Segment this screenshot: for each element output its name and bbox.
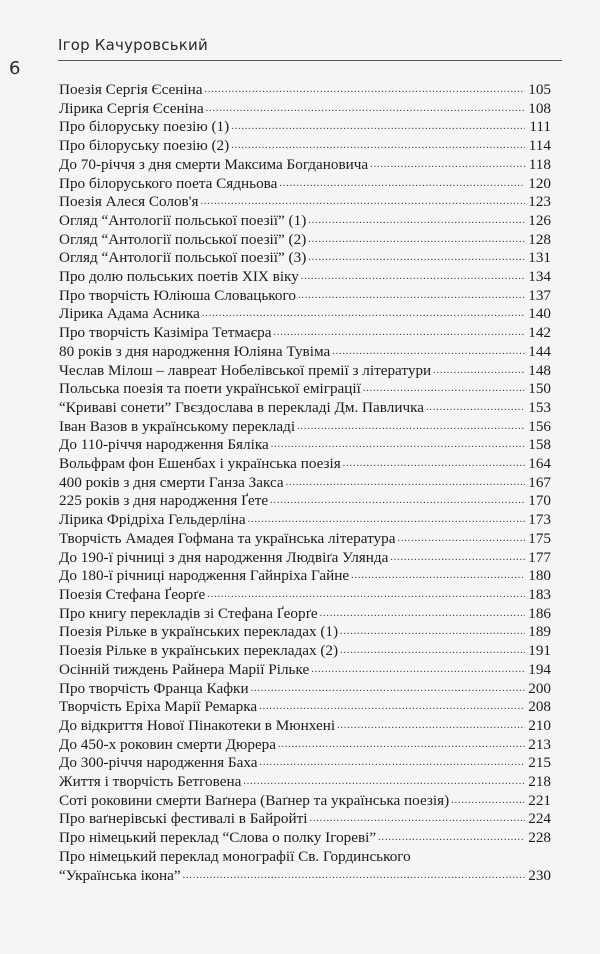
toc-entry-title: Чеслав Мілош – лавреат Нобелівської премії з літератури	[59, 361, 432, 379]
toc-entry-page: 191	[528, 642, 551, 660]
dot-leader	[351, 567, 525, 586]
toc-entry-title: “Криваві сонети” Гвєздослава в перекладі Дм. Павличка	[59, 398, 424, 416]
toc-entry-title: Про ваґнерівські фестивалі в Байройті	[59, 810, 308, 828]
toc-entry-page: 230	[528, 866, 551, 884]
dot-leader	[332, 343, 525, 362]
toc-entry-page: 213	[528, 735, 551, 753]
toc-entry-title: До відкриття Нової Пінакотеки в Мюнхені	[59, 716, 336, 734]
page-number: 6	[9, 58, 21, 79]
dot-leader	[206, 100, 525, 119]
toc-entry-title: Поезія Алеся Солов'я	[59, 193, 199, 211]
toc-entry-page: 183	[528, 585, 551, 603]
dot-leader	[308, 249, 525, 268]
toc-entry-title: Про білоруського поета Сядньова	[59, 174, 278, 192]
toc-entry-title: Про книгу перекладів зі Стефана Ґеорґе	[59, 604, 318, 622]
toc-entry-title: До 110-річчя народження Бяліка	[59, 436, 269, 454]
toc-entry[interactable]	[59, 567, 551, 586]
toc-entry-page: 142	[528, 324, 551, 342]
toc-entry-page: 158	[528, 436, 551, 454]
dot-leader	[309, 810, 525, 829]
dot-leader	[308, 231, 525, 250]
dot-leader	[451, 792, 525, 811]
toc-entry-title: 400 років з дня смерти Ганза Закса	[59, 473, 284, 491]
toc-entry[interactable]	[59, 455, 551, 474]
dot-leader	[426, 399, 525, 418]
toc-entry[interactable]	[59, 343, 551, 362]
dot-leader	[308, 212, 525, 231]
toc-entry-page: 108	[528, 99, 551, 117]
toc-entry-title: Вольфрам фон Ешенбах і українська поезія	[59, 455, 341, 473]
toc-entry-page: 164	[528, 455, 551, 473]
toc-entry-page: 111	[529, 118, 551, 136]
toc-entry[interactable]	[59, 305, 551, 324]
dot-leader	[378, 829, 525, 848]
toc-entry[interactable]	[59, 268, 551, 287]
dot-leader	[301, 268, 525, 287]
toc-entry[interactable]	[59, 100, 551, 119]
dot-leader	[433, 362, 525, 381]
toc-entry-page: 120	[528, 174, 551, 192]
toc-entry-title: Про білоруську поезію (2)	[59, 137, 230, 155]
toc-entry-title: 225 років з дня народження Ґете	[59, 492, 269, 510]
toc-entry[interactable]	[59, 156, 551, 175]
toc-entry-title: Лірика Фрідріха Гельдерліна	[59, 511, 246, 529]
dot-leader	[397, 530, 525, 549]
toc-entry[interactable]	[59, 530, 551, 549]
dot-leader	[200, 193, 525, 212]
toc-entry[interactable]	[59, 605, 551, 624]
dot-leader	[259, 754, 525, 773]
toc-entry[interactable]	[59, 418, 551, 437]
toc-entry-title: Лірика Адама Асника	[59, 305, 200, 323]
toc-entry-title: Огляд “Антології польської поезії” (1)	[59, 211, 307, 229]
dot-leader	[343, 455, 525, 474]
toc-entry-title: Лірика Сергія Єсеніна	[59, 99, 204, 117]
toc-entry-page: 134	[528, 268, 551, 286]
toc-entry-title: Про творчість Казіміра Тетмаєра	[59, 324, 272, 342]
toc-entry[interactable]	[59, 492, 551, 511]
toc-entry-title: Соті роковини смерти Ваґнера (Ваґнер та українська поезія)	[59, 791, 450, 809]
dot-leader	[231, 137, 525, 156]
toc-entry[interactable]	[59, 175, 551, 194]
toc-entry-page: 186	[528, 604, 551, 622]
toc-entry[interactable]	[59, 773, 551, 792]
toc-entry-title: Поезія Рільке в українських перекладах (1)	[59, 623, 339, 641]
dot-leader	[311, 661, 525, 680]
toc-entry-title: До 70-річчя з дня смерти Максима Богдановича	[59, 155, 369, 173]
dot-leader	[270, 492, 525, 511]
toc-entry-title: До 190-ї річниці з дня народження Людвіґа Улянда	[59, 548, 389, 566]
toc-entry-page: 221	[528, 791, 551, 809]
toc-entry[interactable]	[59, 212, 551, 231]
toc-entry[interactable]	[59, 717, 551, 736]
toc-entry-page: 144	[528, 342, 551, 360]
toc-entry-page: 131	[528, 249, 551, 267]
dot-leader	[279, 175, 525, 194]
toc-entry-page: 128	[528, 230, 551, 248]
dot-leader	[390, 549, 525, 568]
toc-entry[interactable]	[59, 792, 551, 811]
toc-entry-title: Огляд “Антології польської поезії” (2)	[59, 230, 307, 248]
toc-entry[interactable]	[59, 829, 551, 848]
toc-entry-page: 114	[528, 137, 551, 155]
toc-entry-page: 137	[528, 286, 551, 304]
dot-leader	[370, 156, 525, 175]
toc-entry[interactable]	[59, 661, 551, 680]
toc-entry-title-line2: “Українська ікона”	[59, 866, 181, 884]
toc-entry-page: 150	[528, 380, 551, 398]
toc-entry[interactable]	[59, 287, 551, 306]
toc-entry-page: 173	[528, 511, 551, 529]
toc-entry-page: 170	[528, 492, 551, 510]
toc-entry[interactable]	[59, 474, 551, 493]
toc-entry-page: 215	[528, 754, 551, 772]
dot-leader	[207, 586, 525, 605]
toc-entry-title: Про німецький переклад “Слова о полку Ігореві”	[59, 829, 377, 847]
toc-entry-title: Осінній тиждень Райнера Марії Рільке	[59, 660, 310, 678]
toc-entry-page: 167	[528, 473, 551, 491]
toc-entry-page: 175	[528, 529, 551, 547]
toc-entry[interactable]	[59, 436, 551, 455]
toc-entry[interactable]	[59, 754, 551, 773]
toc-entry-page: 208	[528, 698, 551, 716]
toc-entry[interactable]	[59, 399, 551, 418]
toc-entry-page: 218	[528, 773, 551, 791]
toc-entry-page: 118	[528, 155, 551, 173]
toc-entry-page: 189	[528, 623, 551, 641]
toc-entry-title: Про творчість Юліюша Словацького	[59, 286, 296, 304]
toc-entry[interactable]	[59, 137, 551, 156]
toc-entry-title: Поезія Стефана Ґеорґе	[59, 585, 206, 603]
toc-entry-page: 126	[528, 211, 551, 229]
toc-entry[interactable]	[59, 848, 551, 885]
toc-entry[interactable]	[59, 586, 551, 605]
dot-leader	[271, 436, 525, 455]
toc-entry-title: Творчість Еріха Марії Ремарка	[59, 698, 258, 716]
toc-entry-page: 180	[528, 567, 551, 585]
toc-entry-title: До 300-річчя народження Баха	[59, 754, 258, 772]
toc-entry-title: 80 років з дня народження Юліяна Тувіма	[59, 342, 331, 360]
dot-leader	[340, 623, 525, 642]
dot-leader	[231, 118, 525, 137]
toc-entry-second-line	[59, 867, 551, 886]
dot-leader	[273, 324, 525, 343]
toc-entry[interactable]	[59, 549, 551, 568]
toc-entry[interactable]	[59, 511, 551, 530]
toc-entry-title: Про білоруську поезію (1)	[59, 118, 230, 136]
toc-entry-page: 210	[528, 716, 551, 734]
toc-entry-title: Іван Вазов в українському перекладі	[59, 417, 296, 435]
toc-entry-title-line1: Про німецький переклад монографії Св. Гординського	[59, 847, 411, 865]
toc-entry[interactable]	[59, 118, 551, 137]
toc-entry-page: 200	[528, 679, 551, 697]
toc-entry-title: Творчість Амадея Гофмана та українська література	[59, 529, 396, 547]
dot-leader	[202, 305, 525, 324]
dot-leader	[243, 773, 525, 792]
dot-leader	[248, 511, 525, 530]
toc-entry-page: 123	[528, 193, 551, 211]
toc-entry-title: Поезія Сергія Єсеніна	[59, 81, 203, 98]
dot-leader	[278, 736, 525, 755]
dot-leader	[183, 867, 525, 886]
dot-leader	[297, 418, 525, 437]
dot-leader	[340, 642, 525, 661]
toc-entry[interactable]	[59, 324, 551, 343]
toc-entry[interactable]	[59, 810, 551, 829]
toc-entry-page: 156	[528, 417, 551, 435]
toc-entry[interactable]	[59, 81, 551, 100]
dot-leader	[259, 698, 525, 717]
toc-entry-page: 224	[528, 810, 551, 828]
toc-entry[interactable]	[59, 680, 551, 699]
toc-entry-page: 148	[528, 361, 551, 379]
toc-entry-title: Поезія Рільке в українських перекладах (2)	[59, 642, 339, 660]
toc-entry[interactable]	[59, 698, 551, 717]
toc-entry-page: 140	[528, 305, 551, 323]
toc-entry-title: Про долю польських поетів XIX віку	[59, 268, 299, 286]
header-rule	[58, 60, 562, 61]
toc-entry-title: До 450-х роковин смерти Дюрера	[59, 735, 277, 753]
toc-entry-page: 105	[528, 81, 551, 98]
table-of-contents	[59, 81, 551, 885]
toc-entry-page: 228	[528, 829, 551, 847]
toc-entry-title: Огляд “Антології польської поезії” (3)	[59, 249, 307, 267]
toc-entry[interactable]	[59, 642, 551, 661]
toc-entry-title: Життя і творчість Бетговена	[59, 773, 242, 791]
toc-entry-title: Польська поезія та поети української еміграції	[59, 380, 361, 398]
running-head-author: Ігор Качуровський	[58, 36, 208, 54]
toc-entry-page: 177	[528, 548, 551, 566]
dot-leader	[204, 81, 525, 100]
toc-entry-page: 194	[528, 660, 551, 678]
toc-entry[interactable]	[59, 249, 551, 268]
toc-entry[interactable]	[59, 362, 551, 381]
toc-entry[interactable]	[59, 623, 551, 642]
dot-leader	[251, 680, 525, 699]
toc-entry[interactable]	[59, 193, 551, 212]
dot-leader	[337, 717, 525, 736]
dot-leader	[363, 380, 525, 399]
toc-entry-title: До 180-ї річниці народження Гайнріха Гайне	[59, 567, 350, 585]
dot-leader	[320, 605, 525, 624]
toc-entry[interactable]	[59, 736, 551, 755]
dot-leader	[298, 287, 525, 306]
toc-entry-title: Про творчість Франца Кафки	[59, 679, 249, 697]
toc-entry[interactable]	[59, 231, 551, 250]
toc-entry[interactable]	[59, 380, 551, 399]
toc-entry-page: 153	[528, 398, 551, 416]
dot-leader	[286, 474, 525, 493]
